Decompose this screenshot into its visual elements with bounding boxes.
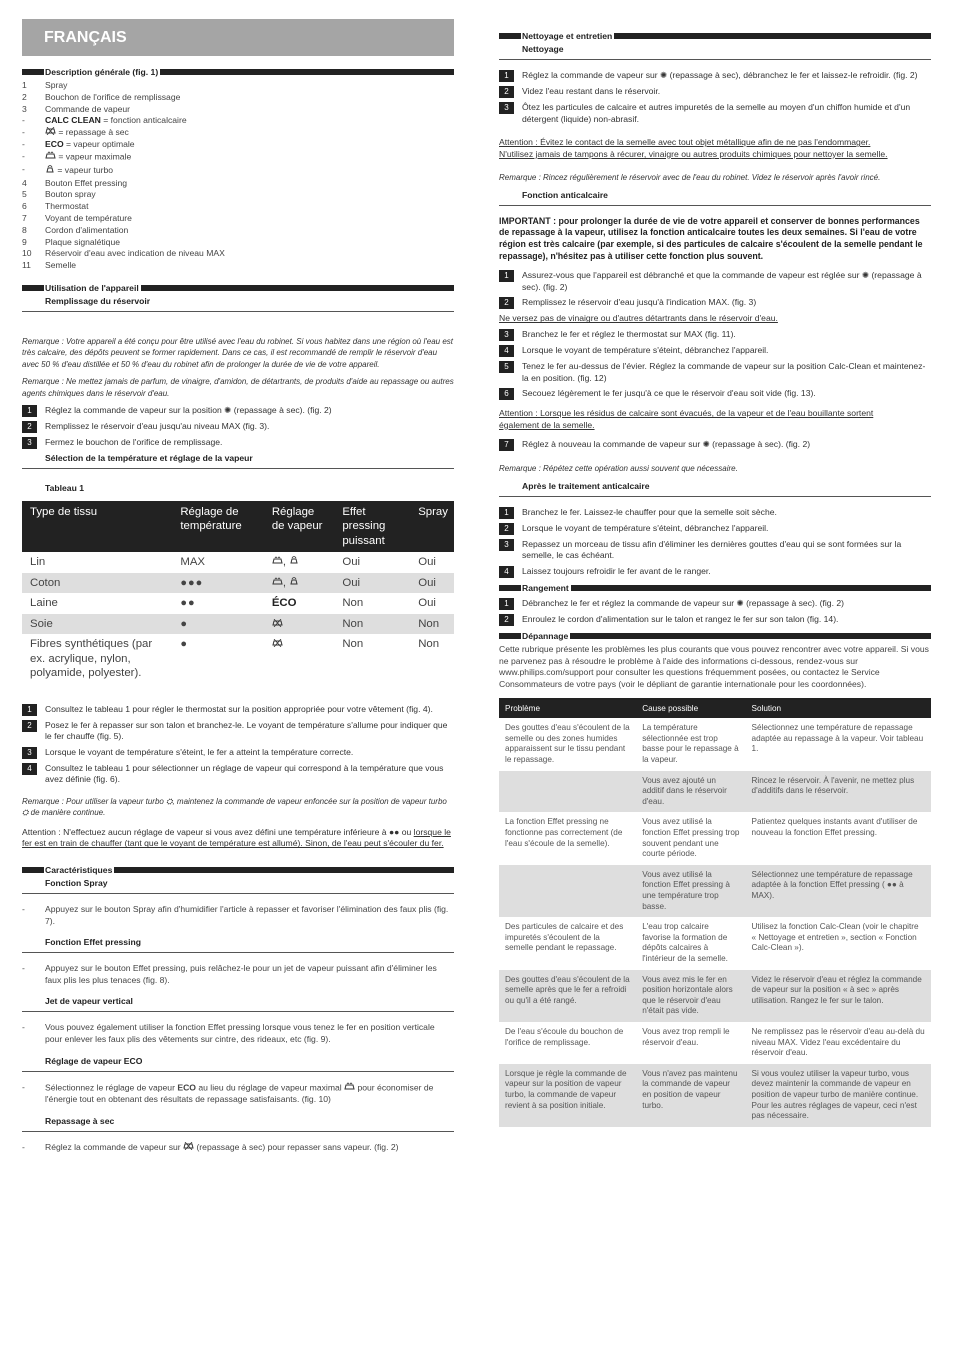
- table-row: [22, 552, 454, 573]
- dry-ironing-icon: [183, 1142, 194, 1154]
- list-text: Cordon d'alimentation: [45, 224, 129, 235]
- note-rinse: Remarque : Rincez régulièrement le réservoir avec de l'eau du robinet. Videz le réservoir après l'avoir rincé.: [499, 173, 881, 183]
- section-usage: Utilisation de l'appareil: [22, 282, 454, 294]
- fabric-table: [22, 501, 454, 684]
- note-repeat: Remarque : Répétez cette opération aussi souvent que nécessaire.: [499, 464, 738, 474]
- step-number: 1: [499, 70, 514, 82]
- step-item: [499, 102, 931, 125]
- note-turbo: Remarque : Pour utiliser la vapeur turbo ⛭, maintenez la commande de vapeur enfoncée sur la position de vapeur turbo ⛭ de manière continue.: [22, 797, 447, 818]
- step-text: Remplissez le réservoir d'eau jusqu'au niveau MAX (fig. 3).: [45, 420, 270, 431]
- table-row: [499, 865, 931, 917]
- list-text: Semelle: [45, 260, 77, 271]
- list-number: 11: [22, 260, 31, 271]
- cause-cell: L'eau trop calcaire favorise la formation de dépôts calcaires à l'intérieur de la semelle.: [642, 922, 728, 963]
- section-storage: Rangement: [499, 582, 931, 594]
- steam-cell: [264, 634, 335, 683]
- temperature-cell: ●●: [180, 597, 196, 610]
- list-text: Bouchon de l'orifice de remplissage: [45, 91, 181, 102]
- step-number: 3: [499, 539, 514, 551]
- step-number: 2: [499, 86, 514, 98]
- step-number: 4: [499, 345, 514, 357]
- troubleshooting-table: [499, 698, 931, 1126]
- step-number: 3: [499, 329, 514, 341]
- attention-boiling: Attention : Lorsque les résidus de calcaire sont évacués, de la vapeur et de l'eau bouillante sortent également de la semelle.: [499, 408, 874, 430]
- after-title: Après le traitement anticalcaire: [499, 481, 931, 497]
- step-item: [22, 720, 454, 743]
- filling-title: Remplissage du réservoir: [22, 296, 454, 312]
- turbo-steam-icon: [45, 164, 55, 178]
- table-row: [22, 593, 454, 613]
- list-item: [22, 104, 454, 116]
- effet-cell: Non: [342, 638, 364, 651]
- step-text: Lorsque le voyant de température s'éteint, le fer a atteint la température correcte.: [45, 746, 354, 757]
- list-item: [22, 80, 454, 92]
- table-header: Solution: [746, 698, 931, 718]
- list-item: [22, 115, 454, 127]
- step-item: [499, 507, 931, 519]
- step-item: [22, 405, 454, 417]
- step-number: 1: [499, 507, 514, 519]
- fill-steps: [22, 405, 454, 449]
- step-number: 4: [22, 763, 37, 775]
- step-item: [499, 345, 931, 357]
- temperature-cell: ●●●: [172, 573, 263, 594]
- list-number: 10: [22, 248, 32, 259]
- effet-cell: Non: [334, 614, 410, 635]
- step-item: [22, 763, 454, 786]
- steam-cell: ,: [264, 552, 335, 573]
- cleaning-sub: Nettoyage: [499, 44, 931, 60]
- table-row: [499, 718, 931, 770]
- description-list: [22, 80, 454, 272]
- calc-steps-b: [499, 329, 931, 400]
- step-text: Remplissez le réservoir d'eau jusqu'à l'indication MAX. (fig. 3): [522, 297, 757, 308]
- fabric-cell: Laine: [30, 597, 58, 610]
- troubleshooting-intro: Cette rubrique présente les problèmes les plus courants que vous pouvez rencontrer avec votre appareil. Si vous ne parvenez pas à résoudre le problème à l'aide des informations ci-dessous, rendez-vous sur www.philips.com/support pour consulter les questions fréquemment posées, ou contactez le Service Consommateurs de votre pays (voir le dépliant de garantie internationale pour les coordonnées).: [499, 643, 929, 689]
- solution-cell: Ne remplissez pas le réservoir d'eau au-delà du niveau MAX. Videz l'eau excédentaire du réservoir d'eau.: [751, 1026, 925, 1058]
- effet-cell: Oui: [334, 573, 410, 594]
- step-text: Lorsque le voyant de température s'éteint, débranchez l'appareil.: [522, 522, 769, 533]
- steam-cell: ,: [264, 573, 335, 594]
- step-number: 4: [499, 566, 514, 578]
- step-text: Videz l'eau restant dans le réservoir.: [522, 86, 661, 96]
- problem-cell: Des gouttes d'eau s'écoulent de la semelle ou des zones humides apparaissent sur le tissu pendant le repassage.: [505, 723, 630, 765]
- step-number: 3: [22, 437, 37, 449]
- step-number: 2: [499, 523, 514, 535]
- step-text: Fermez le bouchon de l'orifice de remplissage.: [45, 436, 223, 447]
- step-number: 3: [499, 102, 514, 114]
- step-text: Consultez le tableau 1 pour sélectionner un réglage de vapeur qui correspond à la température que vous avez définie (fig. 6).: [45, 762, 444, 785]
- max-steam-icon: [344, 1082, 355, 1095]
- temperature-cell: MAX: [180, 556, 206, 569]
- step-number: 1: [22, 704, 37, 716]
- effet-text: - Appuyez sur le bouton Effet pressing, puis relâchez-le pour un jet de vapeur puissant afin d'éliminer les faux plis les plus tenaces (fig. 8).: [22, 963, 437, 985]
- step-item: [499, 388, 931, 400]
- step-text: Consultez le tableau 1 pour régler le thermostat sur la position appropriée pour votre vêtement (fig. 4).: [45, 703, 433, 714]
- right-column: [499, 28, 931, 1127]
- table-header: Type de tissu: [22, 501, 172, 552]
- step-text: Laissez toujours refroidir le fer avant de le ranger.: [522, 565, 711, 576]
- table-header: Réglage de température: [172, 501, 263, 552]
- spray-cell: Oui: [418, 556, 436, 569]
- list-number: -: [22, 127, 25, 138]
- step-text: Enroulez le cordon d'alimentation sur le talon et rangez le fer sur son talon (fig. 14).: [522, 613, 839, 624]
- temperature-cell: ●: [180, 638, 188, 651]
- step-number: 2: [499, 297, 514, 309]
- table-header: Problème: [499, 698, 636, 718]
- calc-steps-a: [499, 270, 931, 309]
- step-item: [499, 329, 931, 341]
- vertical-title: Jet de vapeur vertical: [22, 996, 454, 1012]
- dry-ironing-icon: [272, 617, 283, 631]
- list-text: Spray: [45, 80, 68, 90]
- dry-ironing-icon: [45, 127, 56, 139]
- fabric-cell: Lin: [30, 556, 46, 569]
- list-item: [22, 127, 454, 139]
- list-item: [22, 164, 454, 178]
- list-item: [22, 237, 454, 249]
- list-number: -: [22, 139, 25, 150]
- solution-cell: Si vous voulez utiliser la vapeur turbo, vous devez maintenir la commande de vapeur en position de vapeur turbo de manière continue. Pour les autres réglages de vapeur, ceci n'est pas nécessaire.: [746, 1064, 931, 1127]
- step-text: Réglez la commande de vapeur sur la position ✺ (repassage à sec). (fig. 2): [45, 404, 332, 415]
- spray-cell: Non: [410, 614, 454, 635]
- list-text: Bouton Effet pressing: [45, 177, 128, 188]
- list-number: 7: [22, 212, 27, 223]
- fabric-cell: Coton: [22, 573, 172, 594]
- step-item: [22, 704, 454, 716]
- list-item: [22, 92, 454, 104]
- table-row: [499, 970, 931, 1022]
- left-column: [22, 19, 454, 1163]
- step-text: Assurez-vous que l'appareil est débranché et que la commande de vapeur est réglée sur ✺ (repassage à sec). (fig. 2): [522, 270, 922, 292]
- spray-cell: Oui: [418, 597, 436, 610]
- eco-text: - Sélectionnez le réglage de vapeur ECO au lieu du réglage de vapeur maximal pour économiser de l'énergie tout en obtenant des résultats de repassage satisfaisants. (fig. 10): [22, 1081, 434, 1105]
- list-text: = vapeur maximale: [45, 151, 131, 164]
- step-text: Lorsque le voyant de température s'éteint, débranchez l'appareil.: [522, 344, 769, 355]
- solution-cell: Sélectionnez une température de repassage adaptée à la fonction Effet pressing ( ●● à MAX).: [746, 865, 931, 917]
- step-text: Tenez le fer au-dessus de l'évier. Réglez la commande de vapeur sur la position Calc-Clean et maintenez-la en position. (fig. 12): [522, 360, 926, 383]
- calc-step-7: 7 Réglez à nouveau la commande de vapeur sur ✺ (repassage à sec). (fig. 2): [499, 439, 931, 451]
- list-item: [22, 213, 454, 225]
- table-row: [499, 1064, 931, 1127]
- language-title: FRANÇAIS: [22, 19, 454, 56]
- step-number: 1: [499, 598, 514, 610]
- list-text: Réservoir d'eau avec indication de niveau MAX: [45, 248, 225, 259]
- step-text: Branchez le fer et réglez le thermostat sur MAX (fig. 11).: [522, 328, 736, 339]
- max-steam-icon: [45, 151, 56, 164]
- cause-cell: Vous avez trop rempli le réservoir d'eau.: [642, 1026, 730, 1047]
- calc-title: Fonction anticalcaire: [499, 190, 931, 206]
- solution-cell: Rincez le réservoir. À l'avenir, ne mettez plus d'additifs dans le réservoir.: [746, 771, 931, 813]
- fabric-cell: Soie: [22, 614, 172, 635]
- step-text: Repassez un morceau de tissu afin d'éliminer les dernières gouttes d'eau qui se sont formées sur la semelle, le cas échéant.: [522, 538, 902, 561]
- step-number: 5: [499, 361, 514, 373]
- list-number: 4: [22, 177, 27, 188]
- step-number: 2: [499, 614, 514, 626]
- problem-cell: La fonction Effet pressing ne fonctionne pas correctement (de l'eau s'écoule de la semelle).: [505, 817, 623, 848]
- problem-cell: Des gouttes d'eau s'écoulent de la semelle après que le fer a refroidi ou qu'il a été rangé.: [499, 970, 636, 1022]
- solution-cell: Videz le réservoir d'eau et réglez la commande de vapeur sur la position « à sec » après utilisation. Rangez le fer sur le talon.: [746, 970, 931, 1022]
- step-number: 6: [499, 388, 514, 400]
- step-text: Branchez le fer. Laissez-le chauffer pour que la semelle soit sèche.: [522, 506, 777, 517]
- step-item: [22, 747, 454, 759]
- table-row: [499, 771, 931, 813]
- table-row: [22, 614, 454, 635]
- step-item: [22, 437, 454, 449]
- list-number: 9: [22, 236, 27, 247]
- table-row: [499, 1022, 931, 1064]
- problem-cell: [499, 771, 636, 813]
- fabric-cell: Fibres synthétiques (par ex. acrylique, nylon, polyamide, polyester).: [30, 638, 153, 680]
- list-number: 1: [22, 80, 27, 90]
- note-tap-water: Remarque : Votre appareil a été conçu pour être utilisé avec l'eau du robinet. Si vous habitez dans une région où l'eau est très calcaire, des dépôts peuvent se former rapidement. Dans ce cas, il est recommandé de remplir le réservoir d'eau avec 50 % d'eau distillée et 50 % d'eau du robinet afin de prolonger la durée de vie de votre appareil.: [22, 336, 454, 369]
- problem-cell: Des particules de calcaire et des impuretés s'écoulent de la semelle pendant le repassage.: [505, 922, 624, 953]
- table-row: [499, 917, 931, 969]
- select-title: Sélection de la température et réglage de la vapeur: [22, 453, 454, 469]
- spray-cell: Non: [418, 638, 440, 651]
- turbo-steam-icon: [289, 555, 299, 569]
- section-features: Caractéristiques: [22, 864, 454, 876]
- table-header: Cause possible: [636, 698, 745, 718]
- list-number: -: [22, 150, 25, 161]
- spray-title: Fonction Spray: [22, 878, 454, 894]
- list-number: 6: [22, 201, 27, 212]
- step-item: [499, 566, 931, 578]
- list-number: 5: [22, 189, 27, 200]
- solution-cell: Patientez quelques instants avant d'utiliser de nouveau la fonction Effet pressing.: [751, 817, 918, 838]
- step-number: 3: [22, 747, 37, 759]
- list-text: Bouton spray: [45, 189, 96, 200]
- step-item: [499, 523, 931, 535]
- max-steam-icon: [272, 555, 283, 569]
- step-number: 1: [22, 405, 37, 417]
- section-cleaning: Nettoyage et entretien: [499, 30, 931, 42]
- cause-cell: Vous avez mis le fer en position horizontale alors que le réservoir d'eau n'était pas vide.: [636, 970, 745, 1022]
- list-text: Plaque signalétique: [45, 236, 121, 247]
- list-item: [22, 201, 454, 213]
- list-text: = repassage à sec: [45, 127, 129, 139]
- solution-cell: Utilisez la fonction Calc-Clean (voir le chapitre « Nettoyage et entretien », section « Fonction Calc-Clean »).: [751, 922, 919, 953]
- dry-ironing-icon: [272, 637, 283, 651]
- table-header: Réglage de vapeur: [264, 501, 335, 552]
- step-item: [499, 598, 931, 610]
- turbo-steam-icon: [289, 576, 299, 590]
- step-text: Secouez légèrement le fer jusqu'à ce que le réservoir d'eau soit vide (fig. 13).: [522, 388, 816, 399]
- step-item: [499, 614, 931, 626]
- step-text: Posez le fer à repasser sur son talon et branchez-le. Le voyant de température s'allume pour indiquer que le fer chauffe (fig. 5).: [45, 719, 448, 742]
- list-number: -: [22, 163, 25, 174]
- list-text: CALC CLEAN = fonction anticalcaire: [45, 115, 187, 126]
- step-number: 2: [22, 720, 37, 732]
- attention-sole: Attention : Évitez le contact de la semelle avec tout objet métallique afin de ne pas l'endommager. N'utilisez jamais de tampons à récurer, vinaigre ou autres produits chimiques pour nettoyer la semelle.: [499, 137, 888, 159]
- list-text: = vapeur turbo: [45, 164, 113, 178]
- list-item: [22, 248, 454, 260]
- section-description: Description générale (fig. 1): [22, 66, 454, 78]
- problem-cell: [499, 865, 636, 917]
- problem-cell: De l'eau s'écoule du bouchon de l'orifice de remplissage.: [505, 1026, 624, 1047]
- cause-cell: Vous avez utilisé la fonction Effet pressing trop souvent pendant une courte période.: [642, 817, 740, 859]
- step-item: [499, 361, 931, 384]
- step-text: Ôtez les particules de calcaire et autres impuretés de la semelle au moyen d'un chiffon humide et d'un détergent (liquide) non-abrasif.: [522, 102, 911, 124]
- section-troubleshooting: Dépannage: [499, 630, 931, 642]
- attention-steam: Attention : N'effectuez aucun réglage de vapeur si vous avez défini une température inférieure à ●● ou lorsque le fer est en train de chauffer (tant que le voyant de température est allumé). Sinon, de l'eau peut s'écouler du fer.: [22, 826, 451, 849]
- cause-cell: Vous avez ajouté un additif dans le réservoir d'eau.: [636, 771, 745, 813]
- step-number: 2: [22, 421, 37, 433]
- list-number: 2: [22, 91, 27, 102]
- step-item: [499, 86, 931, 98]
- effet-cell: Oui: [342, 556, 361, 569]
- step-item: [499, 70, 931, 82]
- list-item: [22, 189, 454, 201]
- table-header: Spray: [410, 501, 454, 552]
- list-number: 3: [22, 103, 27, 114]
- dry-title: Repassage à sec: [22, 1116, 454, 1132]
- temperature-cell: ●: [172, 614, 263, 635]
- list-item: [22, 260, 454, 272]
- table-row: [22, 634, 454, 683]
- note-no-perfume: Remarque : Ne mettez jamais de parfum, de vinaigre, d'amidon, de détartrants, de produits d'aide au repassage ou autres agents chimiques dans le réservoir d'eau.: [22, 377, 454, 398]
- step-item: [22, 421, 454, 433]
- steam-cell: ÉCO: [271, 597, 297, 610]
- problem-cell: Lorsque je règle la commande de vapeur sur la position de vapeur turbo, la commande de vapeur revient à sa position initiale.: [499, 1064, 636, 1127]
- dry-text: - Réglez la commande de vapeur sur (repassage à sec) pour repasser sans vapeur. (fig. 2): [22, 1141, 399, 1152]
- effet-title: Fonction Effet pressing: [22, 937, 454, 953]
- table-row: [22, 573, 454, 594]
- list-number: 8: [22, 224, 27, 235]
- step-item: [499, 297, 931, 309]
- list-item: [22, 178, 454, 190]
- list-item: [22, 151, 454, 164]
- step-item: [499, 270, 931, 293]
- list-text: Commande de vapeur: [45, 103, 131, 114]
- list-text: Voyant de température: [45, 212, 132, 223]
- cleaning-steps: [499, 70, 931, 125]
- steam-cell: [264, 614, 335, 635]
- temp-steps: [22, 704, 454, 786]
- table1-title: Tableau 1: [45, 482, 85, 493]
- no-vinegar: Ne versez pas de vinaigre ou d'autres détartrants dans le réservoir d'eau.: [499, 313, 778, 324]
- table-row: [499, 812, 931, 864]
- step-number: 1: [499, 270, 514, 282]
- important-text: IMPORTANT : pour prolonger la durée de vie de votre appareil et conserver de bonnes performances de repassage à la vapeur, utilisez la fonction anticalcaire toutes les deux semaines. Si l'eau de votre région est très calcaire (par exemple, si des particules de calcaire s'écoulent de la semelle pendant le repassage), n'hésitez pas à utiliser cette fonction plus souvent.: [499, 215, 923, 261]
- step-text: Réglez la commande de vapeur sur ✺ (repassage à sec), débranchez le fer et laissez-le refroidir. (fig. 2): [522, 70, 918, 80]
- table-header: Effet pressing puissant: [334, 501, 410, 552]
- storage-steps: [499, 598, 931, 626]
- after-steps: [499, 507, 931, 578]
- max-steam-icon: [272, 576, 283, 590]
- list-number: -: [22, 115, 25, 126]
- vertical-text: - Vous pouvez également utiliser la fonction Effet pressing lorsque vous tenez le fer en position verticale pour enlever les faux plis des vêtements sur cintre, des rideaux, etc (fig. 9).: [22, 1022, 435, 1045]
- cause-cell: Vous n'avez pas maintenu la commande de vapeur en position de vapeur turbo.: [636, 1064, 745, 1127]
- step-item: [499, 539, 931, 562]
- cause-cell: La température sélectionnée est trop basse pour le repassage à la vapeur.: [642, 723, 739, 765]
- list-item: [22, 139, 454, 151]
- eco-title: Réglage de vapeur ECO: [22, 1056, 454, 1072]
- effet-cell: Non: [342, 597, 364, 610]
- cause-cell: Vous avez utilisé la fonction Effet pressing à une température trop basse.: [636, 865, 745, 917]
- solution-cell: Sélectionnez une température de repassage adaptée au repassage à la vapeur. Voir tableau 1.: [751, 723, 924, 754]
- list-item: [22, 225, 454, 237]
- spray-text: - Appuyez sur le bouton Spray afin d'humidifier l'article à repasser et favoriser l'élimination des faux plis (fig. 7).: [22, 904, 449, 926]
- step-text: Débranchez le fer et réglez la commande de vapeur sur ✺ (repassage à sec). (fig. 2): [522, 597, 844, 608]
- spray-cell: Oui: [410, 573, 454, 594]
- list-text: ECO = vapeur optimale: [45, 139, 135, 150]
- list-text: Thermostat: [45, 201, 89, 212]
